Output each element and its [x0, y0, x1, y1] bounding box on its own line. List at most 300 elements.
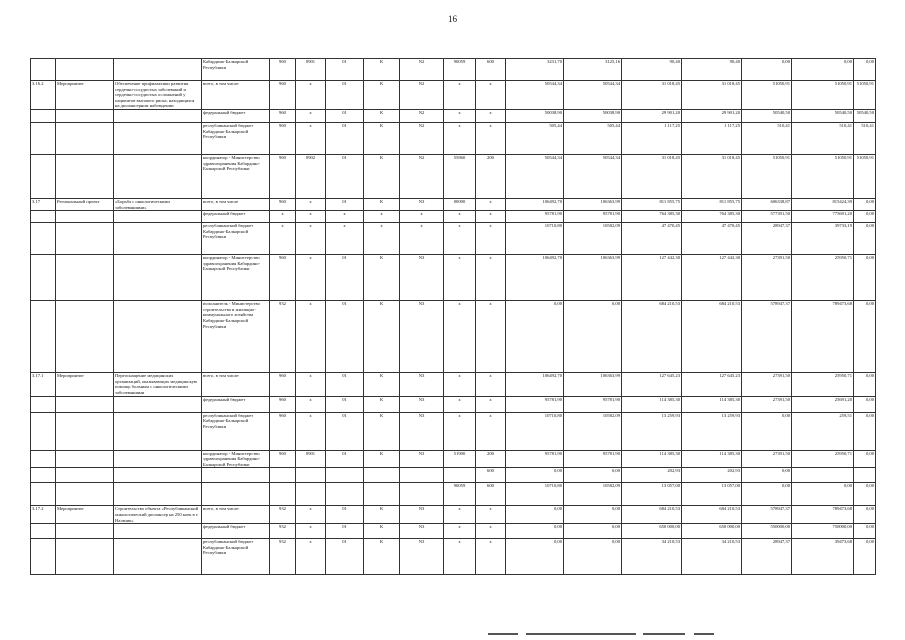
- table-cell: х: [444, 506, 476, 524]
- table-cell: х: [444, 539, 476, 575]
- table-cell: координатор - Министерство здравоохранения Кабардино-Балкарской Республики: [202, 255, 270, 301]
- table-cell: х: [476, 506, 506, 524]
- table-cell: х: [476, 223, 506, 255]
- table-cell: 13 057,00: [682, 483, 742, 506]
- table-row: [31, 524, 876, 539]
- table-cell: 600: [476, 468, 506, 483]
- table-cell: 505,44: [506, 122, 564, 154]
- table-cell: х: [296, 539, 326, 575]
- table-cell: республиканский бюджет Кабардино-Балкарской Республики: [202, 122, 270, 154]
- table-cell: 95781,90: [564, 211, 622, 223]
- table-cell: 510,41: [792, 122, 854, 154]
- table-cell: 0,00: [854, 255, 876, 301]
- table-cell: К: [364, 59, 400, 81]
- table-cell: х: [476, 81, 506, 110]
- table-cell: [114, 539, 202, 575]
- table-cell: 34 210,53: [622, 539, 682, 575]
- footer-rule: [694, 633, 714, 635]
- table-cell: К: [364, 506, 400, 524]
- table-cell: 578947,37: [742, 301, 792, 373]
- table-cell: 606338,87: [742, 198, 792, 210]
- table-cell: х: [444, 412, 476, 450]
- table-cell: х: [296, 223, 326, 255]
- table-cell: N3: [400, 373, 444, 396]
- table-cell: [31, 109, 56, 122]
- table-cell: 51050,91: [854, 81, 876, 110]
- table-cell: всего, в том числе:: [202, 81, 270, 110]
- table-cell: [56, 468, 114, 483]
- table-cell: 960: [270, 198, 296, 210]
- table-cell: х: [270, 211, 296, 223]
- table-cell: 39473,68: [792, 539, 854, 575]
- table-cell: [114, 396, 202, 412]
- table-cell: К: [364, 396, 400, 412]
- table-cell: х: [364, 211, 400, 223]
- table-cell: [296, 468, 326, 483]
- table-cell: 960: [270, 122, 296, 154]
- table-cell: 51050,91: [792, 154, 854, 198]
- table-cell: 90059: [444, 59, 476, 81]
- table-cell: 50540,50: [854, 109, 876, 122]
- table-cell: х: [400, 223, 444, 255]
- table-cell: Кабардино-Балкарской Республики: [202, 59, 270, 81]
- table-cell: 0,00: [854, 373, 876, 396]
- table-cell: 0,00: [854, 59, 876, 81]
- table-cell: Мероприятие: [56, 373, 114, 396]
- table-cell: 55860: [444, 154, 476, 198]
- table-cell: [326, 483, 364, 506]
- table-cell: 960: [270, 59, 296, 81]
- table-cell: 50544,34: [564, 154, 622, 198]
- table-cell: [56, 255, 114, 301]
- table-cell: 10582,09: [564, 412, 622, 450]
- table-cell: х: [326, 211, 364, 223]
- table-row: [31, 223, 876, 255]
- table-cell: «Борьба с онкологическими заболеваниями»: [114, 198, 202, 210]
- table-cell: К: [364, 450, 400, 468]
- table-cell: [326, 468, 364, 483]
- table-cell: 1 117,25: [622, 122, 682, 154]
- table-cell: х: [444, 109, 476, 122]
- table-cell: 684 210,53: [622, 506, 682, 524]
- table-cell: 127 645,23: [682, 373, 742, 396]
- table-cell: [114, 255, 202, 301]
- table-cell: [400, 483, 444, 506]
- table-cell: 684 210,53: [622, 301, 682, 373]
- table-cell: х: [476, 301, 506, 373]
- table-cell: 27391,50: [742, 396, 792, 412]
- table-cell: х: [476, 373, 506, 396]
- table-cell: N3: [400, 506, 444, 524]
- table-cell: 114 385,30: [622, 396, 682, 412]
- table-cell: 650 000,00: [682, 524, 742, 539]
- table-cell: х: [444, 524, 476, 539]
- table-cell: х: [444, 255, 476, 301]
- table-cell: федеральный бюджет: [202, 396, 270, 412]
- table-cell: [114, 223, 202, 255]
- table-cell: 505,44: [564, 122, 622, 154]
- table-cell: [56, 412, 114, 450]
- table-cell: 578947,37: [742, 506, 792, 524]
- table-cell: [31, 483, 56, 506]
- table-cell: 3231,70: [506, 59, 564, 81]
- table-row: [31, 396, 876, 412]
- table-cell: N2: [400, 154, 444, 198]
- table-row: [31, 483, 876, 506]
- table-row: [31, 59, 876, 81]
- table-cell: [114, 109, 202, 122]
- table-cell: 750000,00: [792, 524, 854, 539]
- table-cell: федеральный бюджет: [202, 524, 270, 539]
- table-cell: 0,00: [792, 483, 854, 506]
- table-cell: х: [476, 211, 506, 223]
- table-cell: 00000: [444, 198, 476, 210]
- table-cell: х: [296, 396, 326, 412]
- table-cell: 01: [326, 198, 364, 210]
- table-cell: х: [444, 81, 476, 110]
- table-cell: 0,00: [854, 506, 876, 524]
- table-cell: [31, 122, 56, 154]
- table-cell: 600: [476, 483, 506, 506]
- table-cell: 01: [326, 524, 364, 539]
- table-cell: [114, 122, 202, 154]
- table-cell: 10710,80: [506, 483, 564, 506]
- table-row: [31, 211, 876, 223]
- table-cell: 39733,19: [792, 223, 854, 255]
- table-cell: х: [296, 301, 326, 373]
- table-cell: 0901: [296, 450, 326, 468]
- table-cell: 51900: [444, 450, 476, 468]
- table-cell: [31, 468, 56, 483]
- table-cell: [56, 524, 114, 539]
- table-cell: 202,93: [682, 468, 742, 483]
- table-cell: 789473,68: [792, 506, 854, 524]
- table-cell: 50544,34: [506, 81, 564, 110]
- table-cell: 932: [270, 506, 296, 524]
- table-cell: 0,00: [854, 223, 876, 255]
- table-cell: 0,00: [854, 301, 876, 373]
- table-cell: 31 018,45: [622, 154, 682, 198]
- table-cell: 127 442,30: [622, 255, 682, 301]
- table-cell: 114 385,30: [682, 450, 742, 468]
- table-cell: [31, 396, 56, 412]
- table-cell: 684 210,53: [682, 506, 742, 524]
- table-cell: федеральный бюджет: [202, 109, 270, 122]
- table-cell: 775691,20: [792, 211, 854, 223]
- table-cell: К: [364, 81, 400, 110]
- table-cell: 31 018,45: [682, 81, 742, 110]
- table-cell: [114, 412, 202, 450]
- table-cell: 25950,71: [792, 450, 854, 468]
- table-cell: 90,40: [682, 59, 742, 81]
- table-cell: 0,00: [506, 301, 564, 373]
- table-cell: К: [364, 412, 400, 450]
- table-cell: 0,00: [854, 539, 876, 575]
- table-cell: 01: [326, 373, 364, 396]
- table-cell: [56, 122, 114, 154]
- table-cell: 50038,90: [506, 109, 564, 122]
- table-cell: 960: [270, 412, 296, 450]
- table-cell: 0,00: [854, 412, 876, 450]
- table-cell: Обеспечение профилактики развития сердечно-сосудистых заболеваний и сердечно-сосудистых осложнений у пациентов высокого риска, находящихся на диспансерном наблюдении: [114, 81, 202, 110]
- table-cell: 3125,16: [564, 59, 622, 81]
- table-cell: 932: [270, 301, 296, 373]
- table-cell: 3.16.2: [31, 81, 56, 110]
- table-cell: 0,00: [854, 483, 876, 506]
- table-cell: N3: [400, 539, 444, 575]
- table-cell: всего, в том числе:: [202, 506, 270, 524]
- table-cell: х: [326, 223, 364, 255]
- table-cell: 0,00: [506, 506, 564, 524]
- table-cell: [364, 468, 400, 483]
- table-cell: х: [400, 211, 444, 223]
- table-cell: 50540,50: [742, 109, 792, 122]
- table-cell: х: [296, 109, 326, 122]
- table-cell: х: [270, 223, 296, 255]
- table-cell: 0,00: [564, 524, 622, 539]
- table-cell: 200: [476, 154, 506, 198]
- table-cell: [31, 524, 56, 539]
- table-cell: 202,93: [622, 468, 682, 483]
- table-cell: республиканский бюджет Кабардино-Балкарской Республики: [202, 412, 270, 450]
- table-cell: [31, 154, 56, 198]
- table-cell: х: [296, 412, 326, 450]
- table-cell: 13 259,93: [622, 412, 682, 450]
- table-cell: х: [296, 81, 326, 110]
- table-cell: [114, 524, 202, 539]
- table-cell: [114, 468, 202, 483]
- table-cell: 0,00: [742, 483, 792, 506]
- table-cell: [202, 468, 270, 483]
- table-cell: республиканский бюджет Кабардино-Балкарской Республики: [202, 223, 270, 255]
- table-cell: 684 210,53: [682, 301, 742, 373]
- table-cell: х: [476, 524, 506, 539]
- table-cell: 764 385,30: [682, 211, 742, 223]
- table-cell: К: [364, 524, 400, 539]
- table-cell: [31, 301, 56, 373]
- table-cell: 960: [270, 373, 296, 396]
- table-cell: N2: [400, 59, 444, 81]
- table-cell: [31, 450, 56, 468]
- table-cell: [56, 223, 114, 255]
- table-cell: 3.17.1: [31, 373, 56, 396]
- table-cell: 47 470,45: [682, 223, 742, 255]
- table-cell: 01: [326, 301, 364, 373]
- table-cell: 510,41: [854, 122, 876, 154]
- table-cell: 789473,68: [792, 301, 854, 373]
- table-cell: 51050,91: [792, 81, 854, 110]
- table-cell: 29 901,20: [682, 109, 742, 122]
- table-cell: 0,00: [564, 301, 622, 373]
- table-cell: х: [476, 396, 506, 412]
- table-cell: [56, 59, 114, 81]
- table-cell: 960: [270, 109, 296, 122]
- table-row: [31, 154, 876, 198]
- table-cell: 932: [270, 539, 296, 575]
- table-cell: [270, 468, 296, 483]
- table-cell: [270, 483, 296, 506]
- table-cell: [31, 539, 56, 575]
- table-cell: 27391,50: [742, 255, 792, 301]
- table-cell: х: [296, 122, 326, 154]
- table-cell: 01: [326, 255, 364, 301]
- table-cell: [854, 468, 876, 483]
- table-row: [31, 450, 876, 468]
- table-cell: 0902: [296, 154, 326, 198]
- table-cell: 10710,80: [506, 412, 564, 450]
- table-cell: 0,00: [792, 59, 854, 81]
- table-cell: 50544,34: [506, 154, 564, 198]
- table-cell: [792, 468, 854, 483]
- table-cell: 28947,37: [742, 539, 792, 575]
- table-cell: 27391,50: [742, 373, 792, 396]
- table-cell: [56, 109, 114, 122]
- table-cell: 0,00: [564, 468, 622, 483]
- table-cell: N3: [400, 450, 444, 468]
- table-cell: [56, 483, 114, 506]
- page-number: 16: [448, 14, 457, 24]
- table-cell: 960: [270, 450, 296, 468]
- table-cell: 106363,99: [564, 255, 622, 301]
- table-cell: 259,51: [792, 412, 854, 450]
- table-cell: Мероприятие: [56, 506, 114, 524]
- table-cell: х: [476, 198, 506, 210]
- table-cell: 31 018,45: [622, 81, 682, 110]
- table-cell: 0,00: [854, 211, 876, 223]
- table-cell: 50544,34: [564, 81, 622, 110]
- table-cell: К: [364, 255, 400, 301]
- table-cell: [56, 539, 114, 575]
- table-cell: 600: [476, 59, 506, 81]
- table-cell: 25691,20: [792, 396, 854, 412]
- table-cell: 01: [326, 154, 364, 198]
- table-cell: 577391,50: [742, 211, 792, 223]
- table-cell: N3: [400, 524, 444, 539]
- table-cell: [31, 223, 56, 255]
- table-cell: х: [476, 539, 506, 575]
- table-cell: х: [364, 223, 400, 255]
- table-cell: 0,00: [742, 59, 792, 81]
- table-cell: N3: [400, 301, 444, 373]
- table-cell: 0,00: [506, 468, 564, 483]
- table-row: [31, 506, 876, 524]
- table-cell: 95781,90: [564, 396, 622, 412]
- table-row: [31, 81, 876, 110]
- table-cell: х: [476, 412, 506, 450]
- table-cell: 0,00: [742, 412, 792, 450]
- table-cell: [114, 154, 202, 198]
- table-cell: 114 385,30: [682, 396, 742, 412]
- table-cell: 200: [476, 450, 506, 468]
- table-cell: 1 117,25: [682, 122, 742, 154]
- table-cell: 960: [270, 154, 296, 198]
- table-cell: N3: [400, 198, 444, 210]
- footer-rule: [488, 633, 518, 635]
- table-cell: х: [296, 506, 326, 524]
- table-cell: [31, 255, 56, 301]
- table-cell: 31 018,45: [682, 154, 742, 198]
- table-cell: К: [364, 198, 400, 210]
- table-cell: 95781,90: [506, 450, 564, 468]
- table-cell: 25950,71: [792, 373, 854, 396]
- table-cell: 95781,90: [564, 450, 622, 468]
- table-cell: Региональный проект: [56, 198, 114, 210]
- table-cell: К: [364, 109, 400, 122]
- footer-rule: [643, 633, 685, 635]
- table-cell: 960: [270, 255, 296, 301]
- table-cell: 10710,80: [506, 223, 564, 255]
- table-row: [31, 468, 876, 483]
- table-cell: 95781,90: [506, 211, 564, 223]
- table-cell: [400, 468, 444, 483]
- table-row: [31, 198, 876, 210]
- table-cell: 650 000,00: [622, 524, 682, 539]
- table-cell: 51050,91: [742, 81, 792, 110]
- table-cell: [202, 483, 270, 506]
- table-row: [31, 412, 876, 450]
- table-cell: N3: [400, 396, 444, 412]
- table-cell: Мероприятие: [56, 81, 114, 110]
- table-cell: N2: [400, 81, 444, 110]
- table-cell: 01: [326, 396, 364, 412]
- table-cell: К: [364, 373, 400, 396]
- table-cell: 106492,70: [506, 255, 564, 301]
- table-cell: 0,00: [742, 468, 792, 483]
- table-cell: [56, 450, 114, 468]
- table-cell: [114, 483, 202, 506]
- table-cell: 106363,99: [564, 373, 622, 396]
- table-cell: х: [296, 211, 326, 223]
- table-cell: 95781,90: [506, 396, 564, 412]
- table-cell: 01: [326, 539, 364, 575]
- table-cell: [296, 483, 326, 506]
- table-cell: 3.17: [31, 198, 56, 210]
- table-cell: 127 442,30: [682, 255, 742, 301]
- footer-rule: [526, 633, 636, 635]
- table-cell: 51050,91: [854, 154, 876, 198]
- table-cell: [114, 59, 202, 81]
- table-cell: координатор - Министерство здравоохранения Кабардино-Балкарской Республики: [202, 154, 270, 198]
- table-cell: х: [444, 301, 476, 373]
- table-cell: 764 385,30: [622, 211, 682, 223]
- table-cell: 50038,90: [564, 109, 622, 122]
- table-cell: Строительство объекта «Республиканский онкологический диспансер на 250 коек в г. Нальчик»: [114, 506, 202, 524]
- table-cell: [364, 483, 400, 506]
- table-cell: 51050,91: [742, 154, 792, 198]
- table-cell: [56, 396, 114, 412]
- table-cell: N2: [400, 109, 444, 122]
- table-cell: 90,40: [622, 59, 682, 81]
- table-cell: х: [296, 373, 326, 396]
- table-cell: 0,00: [564, 506, 622, 524]
- table-cell: 0,00: [506, 524, 564, 539]
- table-cell: 01: [326, 450, 364, 468]
- table-cell: К: [364, 122, 400, 154]
- table-cell: 0,00: [854, 450, 876, 468]
- table-cell: 47 470,45: [622, 223, 682, 255]
- table-cell: 01: [326, 412, 364, 450]
- table-cell: х: [476, 109, 506, 122]
- table-cell: 932: [270, 524, 296, 539]
- table-cell: 27391,50: [742, 450, 792, 468]
- table-cell: 0,00: [564, 539, 622, 575]
- table-cell: 01: [326, 122, 364, 154]
- table-cell: К: [364, 301, 400, 373]
- table-cell: х: [444, 122, 476, 154]
- table-cell: всего, в том числе: [202, 198, 270, 210]
- table-row: [31, 255, 876, 301]
- table-cell: К: [364, 539, 400, 575]
